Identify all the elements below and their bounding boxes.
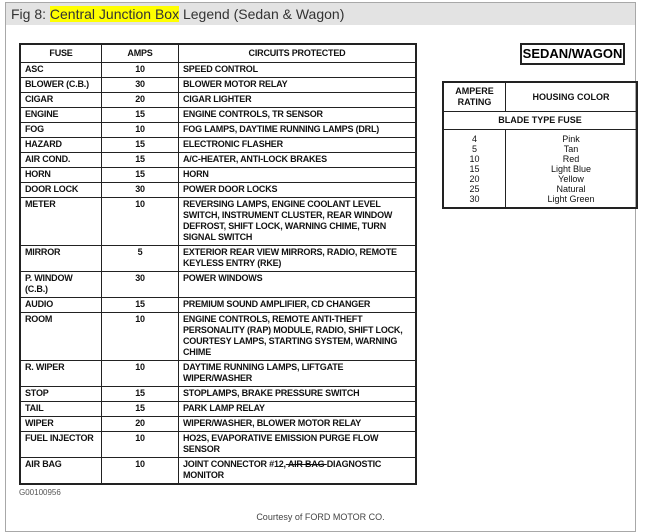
circuits-protected [179, 93, 417, 108]
fuse-name: CIGAR [20, 93, 102, 108]
fuse-name: FUEL INJECTOR [20, 432, 102, 458]
circuits-protected [179, 123, 417, 138]
fuse-amps: 30 [102, 272, 179, 298]
fuse-name: AUDIO [20, 298, 102, 313]
table-row [20, 432, 416, 458]
fuse-amps: 30 [102, 183, 179, 198]
fuse-name: HORN [20, 168, 102, 183]
circuit-text: ELECTRONIC FLASHER [183, 139, 283, 149]
fuse-name: TAIL [20, 402, 102, 417]
circuits-protected [179, 298, 417, 313]
table-row [20, 78, 416, 93]
fuse-amps: 15 [102, 168, 179, 183]
fuse-amps: 15 [102, 138, 179, 153]
table-row [20, 138, 416, 153]
table-row [20, 93, 416, 108]
fuse-table [19, 43, 417, 485]
table-row [20, 272, 416, 298]
circuits-protected [179, 387, 417, 402]
circuits-protected [179, 198, 417, 246]
ampere-rating: 10 [443, 154, 506, 164]
fuse-amps: 20 [102, 93, 179, 108]
table-row [20, 387, 416, 402]
fuse-name: AIR COND. [20, 153, 102, 168]
blade-row [443, 164, 637, 174]
table-row [20, 402, 416, 417]
fuse-table-column [19, 43, 419, 498]
fuse-amps: 15 [102, 298, 179, 313]
circuit-text: CIGAR LIGHTER [183, 94, 252, 104]
sedan-wagon-badge: SEDAN/WAGON [520, 43, 625, 65]
circuit-text: HO2S, EVAPORATIVE EMISSION PURGE FLOW SENSOR [183, 433, 379, 454]
table-row [20, 246, 416, 272]
title-highlight: Central Junction Box [49, 6, 180, 22]
fuse-name: BLOWER (C.B.) [20, 78, 102, 93]
circuit-struck-text: AIR BAG [285, 459, 327, 469]
fuse-name: DOOR LOCK [20, 183, 102, 198]
circuit-text: BLOWER MOTOR RELAY [183, 79, 288, 89]
table-row [20, 458, 416, 485]
table-row [20, 168, 416, 183]
figure-title [6, 3, 635, 25]
blade-row [443, 130, 637, 145]
circuits-protected [179, 402, 417, 417]
table-row [20, 198, 416, 246]
blade-subheader: BLADE TYPE FUSE [443, 112, 637, 130]
fuse-amps: 15 [102, 387, 179, 402]
ampere-rating: 4 [443, 130, 506, 145]
circuits-protected [179, 78, 417, 93]
header-circuits: CIRCUITS PROTECTED [179, 44, 417, 63]
fuse-name: METER [20, 198, 102, 246]
circuits-protected [179, 458, 417, 485]
header-ampere-rating: AMPERE RATING [443, 82, 506, 112]
circuits-protected [179, 417, 417, 432]
courtesy-credit: Courtesy of FORD MOTOR CO. [256, 512, 385, 522]
fuse-amps: 5 [102, 246, 179, 272]
blade-row [443, 184, 637, 194]
table-row [20, 63, 416, 78]
title-prefix: Fig 8: [11, 6, 50, 22]
ampere-rating: 30 [443, 194, 506, 208]
figure-content [6, 25, 635, 498]
circuits-protected [179, 246, 417, 272]
circuit-text: DAYTIME RUNNING LAMPS, LIFTGATE WIPER/WASHER [183, 362, 344, 383]
fuse-amps: 10 [102, 198, 179, 246]
fuse-amps: 10 [102, 63, 179, 78]
circuits-protected [179, 153, 417, 168]
fuse-name: FOG [20, 123, 102, 138]
blade-table-column [440, 43, 638, 209]
circuits-protected [179, 432, 417, 458]
fuse-amps: 10 [102, 313, 179, 361]
circuit-text: POWER WINDOWS [183, 273, 263, 283]
fuse-amps: 10 [102, 123, 179, 138]
circuits-protected [179, 272, 417, 298]
fuse-amps: 15 [102, 402, 179, 417]
table-row [20, 313, 416, 361]
blade-fuse-table [442, 81, 638, 209]
ampere-rating: 5 [443, 144, 506, 154]
circuit-text: SPEED CONTROL [183, 64, 258, 74]
circuit-text: REVERSING LAMPS, ENGINE COOLANT LEVEL SWITCH, INSTRUMENT CLUSTER, REAR WINDOW DEFROST, SHIFT LOCK, WARNING CHIME, TURN SIGNAL SWITCH [183, 199, 393, 242]
blade-row [443, 144, 637, 154]
housing-color: Tan [563, 144, 579, 154]
fuse-amps: 10 [102, 361, 179, 387]
figure-frame [5, 2, 636, 532]
circuit-text: PARK LAMP RELAY [183, 403, 265, 413]
circuits-protected [179, 313, 417, 361]
fuse-name: STOP [20, 387, 102, 402]
housing-color: Pink [562, 134, 580, 144]
header-housing-color: HOUSING COLOR [506, 82, 638, 112]
table-row [20, 123, 416, 138]
table-row [20, 417, 416, 432]
fuse-name: ENGINE [20, 108, 102, 123]
housing-color: Light Green [547, 194, 595, 204]
circuits-protected [179, 168, 417, 183]
fuse-name: MIRROR [20, 246, 102, 272]
fuse-amps: 10 [102, 458, 179, 485]
circuit-text: ENGINE CONTROLS, REMOTE ANTI-THEFT PERSONALITY (RAP) MODULE, RADIO, SHIFT LOCK, COURTESY LAMPS, STARTING SYSTEM, WARNING CHIME [183, 314, 403, 357]
housing-color: Red [562, 154, 580, 164]
table-row [20, 108, 416, 123]
circuit-text: HORN [183, 169, 209, 179]
circuit-text: POWER DOOR LOCKS [183, 184, 278, 194]
housing-color: Natural [556, 184, 586, 194]
header-amps: AMPS [102, 44, 179, 63]
circuit-text: FOG LAMPS, DAYTIME RUNNING LAMPS (DRL) [183, 124, 380, 134]
fuse-amps: 15 [102, 153, 179, 168]
fuse-name: HAZARD [20, 138, 102, 153]
circuit-text-after: DIAGNOSTIC MONITOR [183, 459, 382, 480]
fuse-amps: 10 [102, 432, 179, 458]
circuit-text: ENGINE CONTROLS, TR SENSOR [183, 109, 323, 119]
circuit-text: A/C-HEATER, ANTI-LOCK BRAKES [183, 154, 327, 164]
circuits-protected [179, 361, 417, 387]
ampere-rating: 15 [443, 164, 506, 174]
ampere-rating: 20 [443, 174, 506, 184]
circuit-text: JOINT CONNECTOR #12, [183, 459, 286, 469]
table-row [20, 361, 416, 387]
fuse-amps: 20 [102, 417, 179, 432]
fuse-name: AIR BAG [20, 458, 102, 485]
ampere-rating: 25 [443, 184, 506, 194]
fuse-name: R. WIPER [20, 361, 102, 387]
circuit-text: PREMIUM SOUND AMPLIFIER, CD CHANGER [183, 299, 371, 309]
fuse-name: WIPER [20, 417, 102, 432]
blade-row [443, 194, 637, 208]
circuits-protected [179, 183, 417, 198]
circuits-protected [179, 108, 417, 123]
table-row [20, 298, 416, 313]
table-row [20, 183, 416, 198]
fuse-amps: 30 [102, 78, 179, 93]
circuit-text: EXTERIOR REAR VIEW MIRRORS, RADIO, REMOTE KEYLESS ENTRY (RKE) [183, 247, 397, 268]
circuit-text: WIPER/WASHER, BLOWER MOTOR RELAY [183, 418, 362, 428]
circuits-protected [179, 63, 417, 78]
circuits-protected [179, 138, 417, 153]
table-row [20, 153, 416, 168]
fuse-name: P. WINDOW (C.B.) [20, 272, 102, 298]
header-fuse: FUSE [20, 44, 102, 63]
fuse-name: ASC [20, 63, 102, 78]
fuse-name: ROOM [20, 313, 102, 361]
fuse-amps: 15 [102, 108, 179, 123]
title-suffix: Legend (Sedan & Wagon) [179, 6, 345, 22]
figure-code: G00100956 [19, 488, 61, 497]
blade-row [443, 154, 637, 164]
housing-color: Light Blue [550, 164, 592, 174]
circuit-text: STOPLAMPS, BRAKE PRESSURE SWITCH [183, 388, 360, 398]
blade-row [443, 174, 637, 184]
housing-color: Yellow [558, 174, 584, 184]
